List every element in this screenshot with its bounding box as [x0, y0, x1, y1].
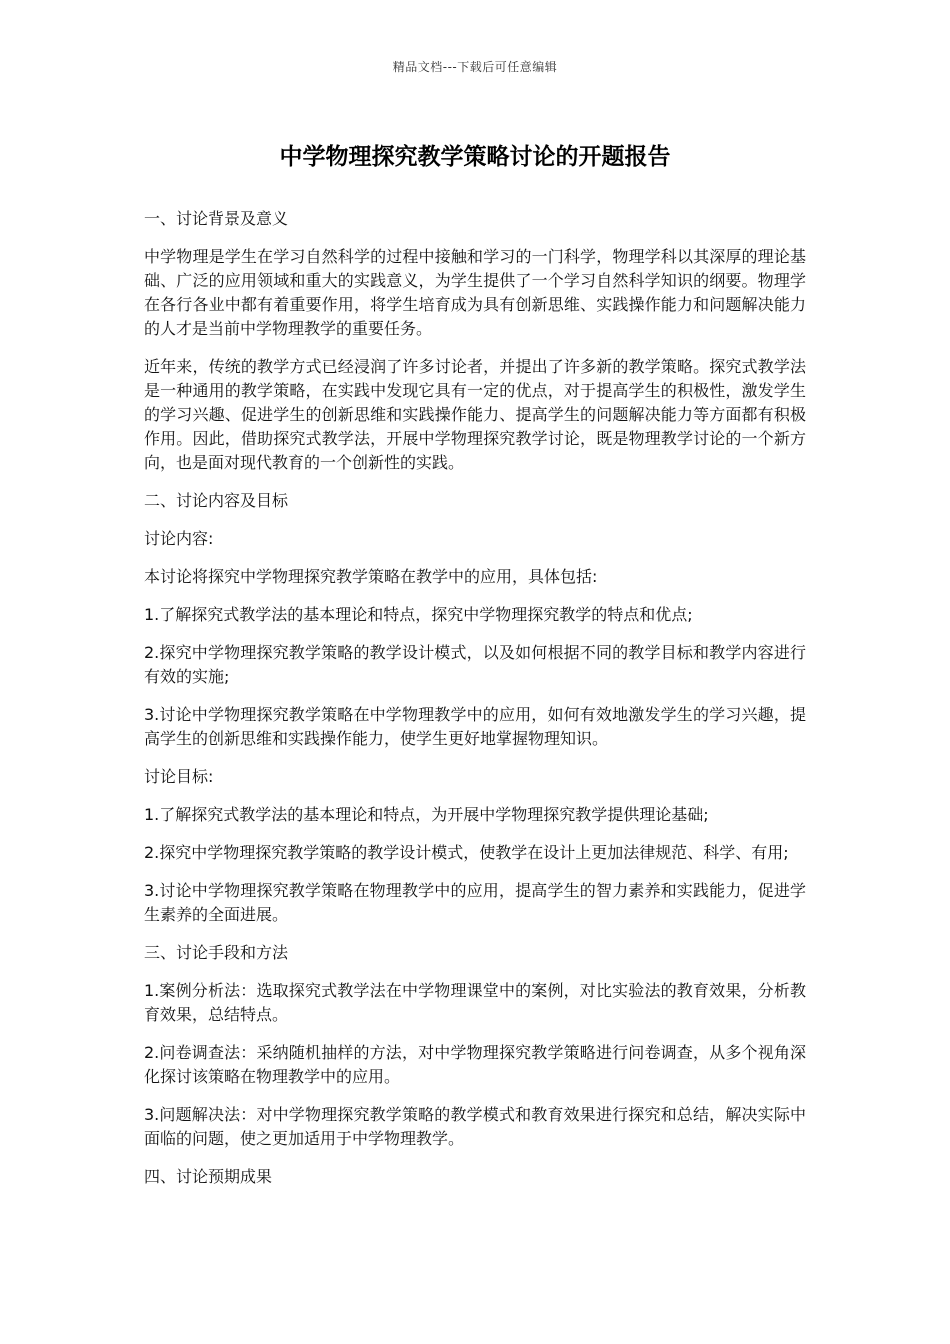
- content-item: 3.讨论中学物理探究教学策略在中学物理教学中的应用，如何有效地激发学生的学习兴趣，提高学生的创新思维和实践操作能力，使学生更好地掌握物理知识。: [144, 705, 806, 748]
- page-header: 精品文档---下载后可任意编辑: [392, 60, 558, 74]
- paragraph-background-2: 近年来，传统的教学方式已经浸润了许多讨论者，并提出了许多新的教学策略。探究式教学法是一种通用的教学策略，在实践中发现它具有一定的优点，对于提高学生的积极性，激发学生的学习兴趣、促进学生的创新思维和实践操作能力、提高学生的问题解决能力等方面都有积极作用。因此，借助探究式教学法，开展中学物理探究教学讨论，既是物理教学讨论的一个新方向，也是面对现代教育的一个创新性的实践。: [144, 357, 806, 472]
- method-item: 2.问卷调查法：采纳随机抽样的方法，对中学物理探究教学策略进行问卷调查，从多个视角深化探讨该策略在物理教学中的应用。: [144, 1043, 806, 1086]
- content-item: 2.探究中学物理探究教学策略的教学设计模式，以及如何根据不同的教学目标和教学内容进行有效的实施;: [144, 643, 806, 686]
- goal-label: 讨论目标:: [144, 767, 214, 786]
- goal-item: 3.讨论中学物理探究教学策略在物理教学中的应用，提高学生的智力素养和实践能力，促进学生素养的全面进展。: [144, 881, 806, 924]
- section-heading-content-goals: 二、讨论内容及目标: [144, 491, 289, 510]
- paragraph-background-1: 中学物理是学生在学习自然科学的过程中接触和学习的一门科学，物理学科以其深厚的理论基础、广泛的应用领域和重大的实践意义，为学生提供了一个学习自然科学知识的纲要。物理学在各行各业中都有着重要作用，将学生培育成为具有创新思维、实践操作能力和问题解决能力的人才是当前中学物理教学的重要任务。: [144, 247, 806, 338]
- method-item: 3.问题解决法：对中学物理探究教学策略的教学模式和教育效果进行探究和总结，解决实际中面临的问题，使之更加适用于中学物理教学。: [144, 1105, 806, 1148]
- section-heading-background: 一、讨论背景及意义: [144, 209, 289, 228]
- goal-item: 1.了解探究式教学法的基本理论和特点，为开展中学物理探究教学提供理论基础;: [144, 805, 709, 824]
- section-heading-expected-results: 四、讨论预期成果: [144, 1167, 273, 1186]
- content-item: 1.了解探究式教学法的基本理论和特点，探究中学物理探究教学的特点和优点;: [144, 605, 693, 624]
- document-title: 中学物理探究教学策略讨论的开题报告: [279, 144, 671, 170]
- method-item: 1.案例分析法：选取探究式教学法在中学物理课堂中的案例，对比实验法的教育效果，分析教育效果，总结特点。: [144, 981, 806, 1024]
- section-heading-methods: 三、讨论手段和方法: [144, 943, 289, 962]
- goal-item: 2.探究中学物理探究教学策略的教学设计模式，使教学在设计上更加法律规范、科学、有用;: [144, 843, 789, 862]
- content-intro: 本讨论将探究中学物理探究教学策略在教学中的应用，具体包括:: [144, 567, 598, 586]
- content-label: 讨论内容:: [144, 529, 214, 548]
- document-body: [144, 207, 806, 1203]
